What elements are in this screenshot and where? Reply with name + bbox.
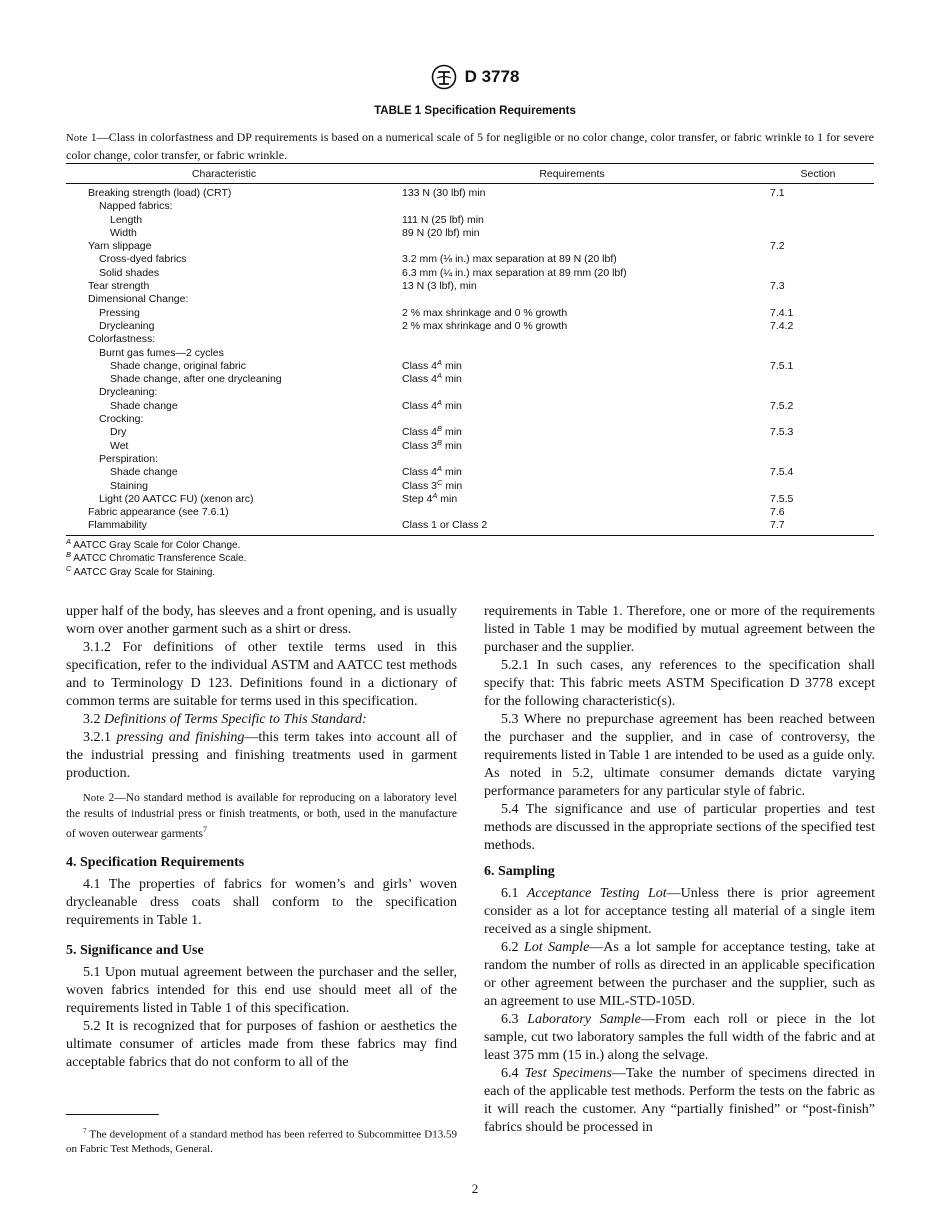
table-row [66,490,874,506]
cell-characteristic: Light (20 AATCC FU) (xenon arc) [99,492,254,505]
paragraph: requirements in Table 1. Therefore, one or more of the requirements listed in Table 1 may be modified by mutual agreement between the purchaser and the supplier. [484,604,875,655]
heading-section-4: 4. Specification Requirements [66,855,245,871]
footnote-mark: 7 [83,1127,87,1135]
cell-characteristic: Burnt gas fumes—2 cycles [99,346,224,359]
note-2 [66,791,457,842]
cell-section: 7.6 [770,506,785,519]
table-row [66,397,874,413]
requirement-text: Class 4 [402,359,438,372]
table-row [66,240,874,253]
heading-section-6: 6. Sampling [484,864,555,879]
table-row [66,357,874,373]
paragraph-4-1: 4.1 The properties of fabrics for women’s and girls’ woven drycleanable dress coats shall conform to the specification requirements in Table 1. [66,877,457,929]
cell-characteristic: Solid shades [99,266,160,279]
note-text: 1—Class in colorfastness and DP requirements is based on a numerical scale of 5 for negligible or no color change, color transfer, or fabric wrinkle to 1 for severe color change, color transfer, or fabric wrinkle. [66,130,874,162]
term-definition: —As a lot sample for acceptance testing, take at random the number of rolls as directed in an applicable specification or other agreement between the purchaser and the supplier, such as an agreement to use MIL-STD-105D. [484,940,876,1009]
paragraph: upper half of the body, has sleeves and a front opening, and is usually worn over another garment such as a shirt or dress. [66,604,457,637]
table-header-row [66,164,874,184]
term: Laboratory Sample [527,1012,641,1027]
cell-section: 7.4.2 [770,319,794,332]
section-number: 3.2 [83,712,104,727]
requirement-text: Class 3 [402,479,438,492]
requirement-suffix: min [442,479,463,492]
paragraph-6-4 [484,1065,875,1137]
cell-requirement [382,240,762,253]
table-row [66,200,874,213]
cell-section [762,413,874,426]
cell-characteristic: Dry [110,426,127,439]
cell-section [762,480,874,493]
term: pressing and finishing [116,730,245,745]
section-number: 6.4 [501,1066,525,1081]
cell-characteristic: Width [110,226,137,239]
cell-requirement [382,437,762,453]
table-note-1 [66,129,874,163]
section-number: 6.1 [501,886,527,901]
footnote-mark: B [437,424,443,434]
cell-section [762,253,874,266]
requirement-suffix: min [442,426,462,439]
cell-characteristic: Perspiration: [99,452,158,465]
table-footnote [66,552,874,565]
footnote-mark: C [437,477,443,487]
cell-characteristic: Staining [110,479,148,492]
requirement-suffix: min [442,359,462,372]
cell-section [762,214,874,227]
requirement-suffix: min [442,439,462,452]
specification-table [66,163,874,536]
cell-characteristic: Shade change [110,466,178,479]
cell-section: 7.1 [770,187,785,199]
footnote-mark: A [66,537,72,546]
requirement-text: Class 3 [402,439,438,452]
paragraph-3-2 [66,711,457,729]
requirement-text: 3.2 mm (⅛ in.) max separation at 89 N (20 lbf) [402,253,617,266]
cell-requirement [382,267,762,280]
table-row [66,280,874,293]
table-footnote [66,539,874,552]
requirement-text: Class 4 [402,466,438,479]
cell-requirement [382,280,762,293]
cell-requirement [382,227,762,240]
section-number: 6.3 [501,1012,528,1027]
footnote-divider [66,1114,159,1115]
cell-section [762,227,874,240]
requirement-suffix: min [442,466,462,479]
footnote-mark: A [437,371,443,381]
note-label: Note [66,133,88,144]
section-title: Definitions of Terms Specific to This Standard: [104,712,367,727]
requirement-text: 13 N (3 lbf), min [402,280,477,293]
cell-characteristic: Length [110,213,143,226]
cell-requirement [382,200,762,213]
cell-section: 7.5.4 [770,466,794,479]
requirement-text: Class 4 [402,426,438,439]
cell-characteristic: Colorfastness: [88,333,156,346]
cell-requirement [382,214,762,227]
cell-requirement [382,373,762,386]
cell-characteristic: Pressing [99,306,140,319]
cell-characteristic: Wet [110,439,129,452]
cell-section [762,347,874,360]
cell-section: 7.5.3 [770,426,794,439]
footnote-mark: A [432,490,438,500]
header-characteristic: Characteristic [191,167,257,180]
page-header [0,64,950,90]
cell-section: 7.4.1 [770,306,794,319]
cell-section [762,453,874,466]
footnote-mark: B [437,437,443,447]
requirement-text: 6.3 mm (¼ in.) max separation at 89 mm (20 lbf) [402,266,627,279]
footnote-mark: A [437,464,443,474]
term-definition: —this term takes into account all of the industrial pressing and finishing treatments used in garment production. [66,730,457,781]
cell-requirement [382,187,762,200]
cell-characteristic: Tear strength [88,280,150,293]
cell-section [762,267,874,280]
cell-requirement [382,293,762,306]
cell-characteristic: Drycleaning: [99,386,158,399]
requirement-suffix: min [442,399,462,412]
cell-characteristic: Fabric appearance (see 7.6.1) [88,506,229,519]
paragraph-6-2 [484,939,875,1011]
cell-requirement [382,253,762,266]
requirement-text: 2 % max shrinkage and 0 % growth [402,319,568,332]
note-label: Note [83,793,105,804]
cell-characteristic: Breaking strength (load) (CRT) [88,187,232,199]
table-row [66,347,874,360]
cell-section: 7.7 [770,519,785,532]
footnote-mark: A [437,397,443,407]
term-definition: —Unless there is prior agreement consider as a lot for acceptance testing all material of a single item received as a single shipment. [484,886,875,937]
term: Test Specimens [524,1066,612,1081]
cell-section [762,293,874,306]
table-footnote [66,563,874,579]
section-number: 6.2 [501,940,524,955]
cell-characteristic: Dimensional Change: [88,293,189,306]
cell-characteristic: Shade change [110,399,178,412]
left-column [66,603,457,1072]
table-row [66,437,874,453]
paragraph-5-2-1: 5.2.1 In such cases, any references to the specification shall specify that: This fabric meets ASTM Specification D 3778 except for the following characteristic(s). [484,658,875,709]
astm-logo-icon [431,64,457,90]
term: Acceptance Testing Lot [526,886,667,901]
document-number: D 3778 [464,67,520,86]
paragraph-5-1: 5.1 Upon mutual agreement between the purchaser and the seller, woven fabrics intended for this end use should meet all of the requirements listed in Table 1 of this specification. [66,965,457,1017]
cell-section [762,440,874,453]
cell-section: 7.3 [770,280,785,293]
cell-section [762,373,874,386]
footnote-mark: C [66,563,72,573]
heading-section-5: 5. Significance and Use [66,943,204,959]
requirement-text: Class 4 [402,399,438,412]
page-number: 2 [471,1181,479,1196]
cell-requirement [382,490,762,506]
cell-section [762,386,874,399]
cell-characteristic: Flammability [88,519,147,532]
header-requirements: Requirements [539,167,605,180]
requirement-suffix: min [437,492,458,505]
table-row [66,227,874,240]
footnote-mark: A [437,357,443,367]
term-definition: —Take the number of specimens directed in each of the applicable test methods. Perform the tests on the fabric as it will reach the customer. Any “partially finished” or “post-finish” fabrics should be processed in [484,1066,876,1135]
table-row [66,293,874,306]
cell-characteristic: Drycleaning [99,319,155,332]
table-row [66,386,874,399]
paragraph-6-1 [484,885,875,939]
table-row [66,373,874,386]
requirement-text: Class 1 or Class 2 [402,519,488,532]
paragraph-5-3: 5.3 Where no prepurchase agreement has been reached between the purchaser and the supplier, and in case of controversy, the requirements listed in Table 1 are intended to be used as a guide only. As noted in 5.2, ultimate consumer demands dictate varying performance parameters for any particular style of fabric. [484,712,875,799]
table-row [66,519,874,532]
paragraph-5-4: 5.4 The significance and use of particular properties and test methods are discussed in the appropriate sections of the specified test methods. [484,802,875,853]
cell-section: 7.5.5 [770,492,794,505]
cell-characteristic: Napped fabrics: [99,200,173,213]
requirement-text: 2 % max shrinkage and 0 % growth [402,306,568,319]
cell-characteristic: Cross-dyed fabrics [99,253,187,266]
table-row [66,253,874,266]
table-footnotes [66,539,874,579]
paragraph-5-2: 5.2 It is recognized that for purposes of fashion or aesthetics the ultimate consumer of articles made from these fabrics may find acceptable fabrics that do not conform to all of the [66,1019,457,1071]
paragraph-3-2-1 [66,729,457,783]
table-row [66,453,874,466]
term: Lot Sample [523,940,590,955]
footnote-text: AATCC Gray Scale for Color Change. [71,540,241,551]
cell-section: 7.5.1 [770,359,794,372]
table-row [66,477,874,493]
footnote-ref: 7 [203,825,207,834]
footnote-mark: B [66,550,72,560]
requirement-text: 133 N (30 lbf) min [402,187,486,199]
table-row [66,307,874,320]
right-column [484,603,875,1137]
cell-requirement [382,519,762,532]
cell-section [762,333,874,346]
requirement-suffix: min [442,373,462,386]
cell-requirement [382,397,762,413]
note-text: 2—No standard method is available for reproducing on a laboratory level the results of industrial press or finish treatments, or both, used in the manufacture of woven outerwear garments [66,792,457,840]
cell-requirement [382,477,762,493]
cell-characteristic: Shade change, after one drycleaning [110,373,282,386]
term-definition: —From each roll or piece in the lot sample, cut two laboratory samples the full width of the fabric and at least 375 mm (15 in.) along the selvage. [484,1012,876,1063]
table-row [66,333,874,346]
footnote-text: The development of a standard method has been referred to Subcommittee D13.59 on Fabric Test Methods, General. [66,1128,457,1156]
requirement-text: Class 4 [402,373,438,386]
cell-requirement [382,333,762,346]
header-section: Section [800,167,836,180]
table-row [66,320,874,333]
table-title: TABLE 1 Specification Requirements [374,105,576,117]
table-row [66,214,874,227]
cell-requirement [382,320,762,333]
paragraph-6-3 [484,1011,875,1065]
cell-section: 7.2 [770,240,785,253]
cell-requirement [382,307,762,320]
table-row [66,187,874,200]
section-number: 3.2.1 [83,730,117,745]
requirement-text: Step 4 [402,492,433,505]
cell-section [762,200,874,213]
requirement-text: 111 N (25 lbf) min [402,213,484,226]
table-row [66,506,874,519]
paragraph-3-1-2: 3.1.2 For definitions of other textile terms used in this specification, refer to the individual ASTM and AATCC test methods and to Terminology D 123. Definitions found in a dictionary of common terms are suitable for terms used in this specification. [66,640,457,709]
footnote-7 [66,1124,457,1157]
table-row [66,466,874,479]
cell-characteristic: Crocking: [99,413,144,426]
cell-requirement [382,506,762,519]
requirement-text: 89 N (20 lbf) min [402,226,480,239]
footnote-text: AATCC Chromatic Transference Scale. [71,553,247,565]
table-row [66,413,874,426]
cell-characteristic: Shade change, original fabric [110,359,247,372]
table-body [66,184,874,535]
cell-characteristic: Yarn slippage [88,240,152,253]
table-row [66,426,874,439]
table-row [66,267,874,280]
footnote-text: AATCC Gray Scale for Staining. [71,566,216,578]
cell-section: 7.5.2 [770,399,794,412]
